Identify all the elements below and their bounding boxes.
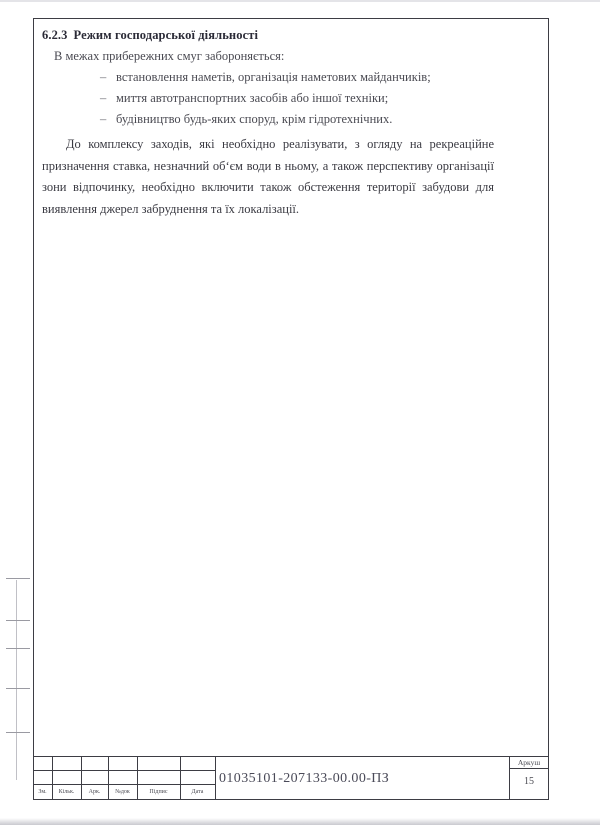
column-label-change: Зм. xyxy=(38,789,47,795)
dash-bullet: – xyxy=(100,112,107,126)
list-item xyxy=(100,109,498,130)
section-number: 6.2.3 xyxy=(42,28,68,42)
list-item xyxy=(100,88,498,109)
list-item-text: встановлення наметів, організація наметових майданчиків; xyxy=(116,70,431,84)
binding-margin-marks xyxy=(0,560,34,800)
column-label-date: Дата xyxy=(191,789,204,795)
measures-paragraph: До комплексу заходів, які необхідно реалізувати, з огляду на рекреаційне призначення ставка, незначний об‘єм води в ньому, а також перспективу організації зони відпочинку, необхідно включити також обстеження території забудови для виявлення джерел забруднення та їх локалізації. xyxy=(42,137,494,216)
title-block xyxy=(33,756,549,800)
sheet-label: Аркуш xyxy=(517,758,541,767)
prohibitions-intro: В межах прибережних смуг забороняється: xyxy=(54,49,285,63)
document-code: 01035101-207133-00.00-ПЗ xyxy=(219,771,390,786)
list-item xyxy=(100,67,498,88)
section-title: Режим господарської діяльності xyxy=(73,28,259,42)
column-label-quantity: Кільк. xyxy=(58,789,75,795)
column-label-sheet: Арк. xyxy=(88,789,101,795)
column-label-doc-number: №док xyxy=(115,789,130,795)
list-item-text: миття автотранспортних засобів або іншої техніки; xyxy=(116,91,389,105)
list-item-text: будівництво будь-яких споруд, крім гідротехнічних. xyxy=(116,112,393,126)
section-heading xyxy=(42,28,498,43)
sheet-number: 15 xyxy=(524,776,534,787)
dash-bullet: – xyxy=(100,91,107,105)
scan-edge-top xyxy=(0,0,600,2)
page-content xyxy=(42,28,498,220)
prohibitions-list xyxy=(42,67,498,130)
column-label-signature: Підпис xyxy=(149,789,168,795)
dash-bullet: – xyxy=(100,70,107,84)
scan-edge-bottom xyxy=(0,818,600,825)
